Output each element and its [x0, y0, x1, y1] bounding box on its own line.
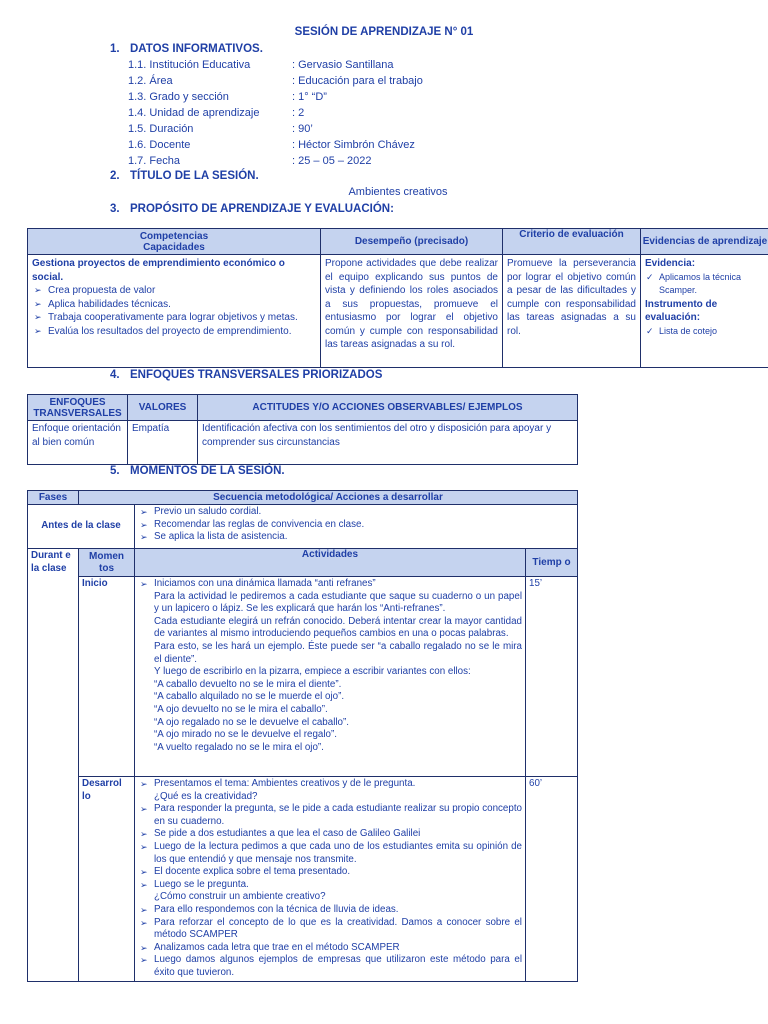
info-row — [128, 121, 423, 137]
info-value: : 1° “D” — [292, 91, 327, 103]
header-momentos: Momen tos — [79, 549, 135, 577]
list-item: ➢ Se aplica la lista de asistencia. — [138, 531, 574, 544]
info-label: 1.6. Docente — [128, 139, 191, 151]
header-criterio: Criterio de evaluación — [503, 229, 641, 255]
list-item: ➢ Para ello respondemos con la técnica de lluvia de ideas. — [138, 904, 522, 917]
info-value: : 25 – 05 – 2022 — [292, 155, 372, 167]
info-row — [128, 57, 423, 73]
info-label: 1.7. Fecha — [128, 155, 180, 167]
info-row — [128, 153, 423, 169]
momentos-table — [27, 490, 578, 982]
inicio-text — [138, 591, 522, 755]
info-label: 1.3. Grado y sección — [128, 91, 229, 103]
header-evidencias: Evidencias de aprendizaje — [641, 229, 768, 255]
instrumento-label: Instrumento de evaluación: — [645, 298, 718, 323]
info-value: : Héctor Simbrón Chávez — [292, 139, 415, 151]
list-item: ¿Cómo construir un ambiente creativo? — [154, 891, 326, 903]
info-value: : 2 — [292, 107, 305, 119]
list-item: ➢ Iniciamos con una dinámica llamada “anti refranes” — [138, 578, 522, 591]
header-actitudes: ACTITUDES Y/O ACCIONES OBSERVABLES/ EJEMPLOS — [198, 395, 578, 421]
header-valores: VALORES — [128, 395, 198, 421]
session-topic: Ambientes creativos — [348, 186, 448, 198]
section-4-heading — [110, 369, 382, 381]
info-value: : 90’ — [292, 123, 313, 135]
info-label: 1.5. Duración — [128, 123, 194, 135]
header-secuencia: Secuencia metodológica/ Acciones a desarrollar — [79, 491, 578, 505]
section-number: 5. — [110, 465, 120, 477]
inicio-list — [138, 578, 522, 591]
section-label: MOMENTOS DE LA SESIÓN. — [130, 465, 285, 477]
section-number: 3. — [110, 203, 120, 215]
section-1-heading — [110, 43, 263, 55]
header-desempeno: Desempeño (precisado) — [321, 229, 503, 255]
header-enfoques: ENFOQUES TRANSVERSALES — [28, 395, 128, 421]
list-item: ➢ Para reforzar el concepto de lo que es la creatividad. Damos a conocer sobre el método SCAMPER — [138, 917, 522, 942]
info-row — [128, 73, 423, 89]
info-label: 1.2. Área — [128, 75, 173, 87]
desempeno-cell: Propone actividades que debe realizar el equipo explicando sus puntos de vista y definiendo los roles asociados a sus propuestas, promueve el entusiasmo por lograr el objetivo común y cumple con responsabilidad las tareas asignadas a su rol. — [321, 255, 503, 368]
section-number: 1. — [110, 43, 120, 55]
info-value: : Gervasio Santillana — [292, 59, 394, 71]
list-item: ➢ Se pide a dos estudiantes a que lea el caso de Galileo Galilei — [138, 828, 522, 841]
session-title: SESIÓN DE APRENDIZAJE N° 01 — [294, 26, 474, 38]
header-tiempo: Tiemp o — [526, 549, 578, 577]
desarrollo-list — [138, 778, 522, 980]
section-label: ENFOQUES TRANSVERSALES PRIORIZADOS — [130, 369, 383, 381]
list-item: ➢ Evalúa los resultados del proyecto de emprendimiento. — [32, 325, 316, 339]
section-3-heading — [110, 203, 394, 215]
info-value: : Educación para el trabajo — [292, 75, 423, 87]
section-label: DATOS INFORMATIVOS. — [130, 43, 263, 55]
header-fases: Fases — [28, 491, 79, 505]
purpose-table — [27, 228, 768, 368]
list-item: ➢ Presentamos el tema: Ambientes creativos y de le pregunta. — [138, 778, 522, 791]
antes-label: Antes de la clase — [28, 505, 135, 549]
list-item: ✓ Aplicamos la técnica Scamper. — [645, 271, 765, 298]
desarrollo-label: Desarrol lo — [79, 777, 135, 982]
paragraph: “A ojo devuelto no se le mira el caballo”. — [154, 703, 328, 715]
evidencia-list — [645, 271, 765, 298]
antes-list — [138, 506, 574, 544]
list-item: ➢ Para responder la pregunta, se le pide a cada estudiante realizar su propio concepto en su cuaderno. — [138, 803, 522, 828]
inicio-time: 15’ — [526, 577, 578, 777]
list-item: ➢ El docente explica sobre el tema presentado. — [138, 866, 522, 879]
list-item: ➢ Crea propuesta de valor — [32, 284, 316, 298]
paragraph: “A ojo regalado no se le devuelve el caballo”. — [154, 716, 349, 728]
paragraph: Para la actividad le pediremos a cada estudiante que saque su cuaderno o un papel y un lapicero o lápiz. Se les explicará que harán los “Anti-refranes”. — [154, 590, 522, 615]
actitud-cell: Identificación afectiva con los sentimientos del otro y disposición para apoyar y comprender sus circunstancias — [198, 421, 578, 465]
header-actividades: Actividades — [135, 549, 526, 577]
paragraph: Cada estudiante elegirá un refrán conocido. Deberá intentar crear la mayor cantidad de variantes al mismo introduciendo pequeños cambios en una o pocas palabras. — [154, 615, 522, 640]
list-item: ➢ Luego damos algunos ejemplos de empresas que utilizaron este método para el éxito que tuvieron. — [138, 954, 522, 979]
list-item: ➢ Previo un saludo cordial. — [138, 506, 574, 519]
competencias-cell — [28, 255, 321, 368]
list-item: ➢ Aplica habilidades técnicas. — [32, 298, 316, 312]
criterio-cell: Promueve la perseverancia por lograr el objetivo común a pesar de las dificultades y cumple con responsabilidad las tareas asignadas a su rol. — [503, 255, 641, 368]
capacidades-list — [32, 284, 316, 338]
list-item: ➢ Analizamos cada letra que trae en el método SCAMPER — [138, 942, 522, 955]
info-list — [128, 57, 423, 169]
paragraph: “A vuelto regalado no se le mira el ojo”. — [154, 741, 324, 753]
header-text: Capacidades — [143, 241, 205, 253]
competencia-text: Gestiona proyectos de emprendimiento económico o social. — [32, 258, 285, 283]
list-item: ✓ Lista de cotejo — [645, 325, 765, 339]
valor-cell: Empatía — [128, 421, 198, 465]
inicio-label: Inicio — [79, 577, 135, 777]
info-row — [128, 105, 423, 121]
header-text: Competencias — [139, 230, 209, 242]
info-label: 1.4. Unidad de aprendizaje — [128, 107, 260, 119]
desarrollo-time: 60’ — [526, 777, 578, 982]
info-row — [128, 89, 423, 105]
section-label: TÍTULO DE LA SESIÓN. — [130, 170, 259, 182]
list-item: ➢ Trabaja cooperativamente para lograr objetivos y metas. — [32, 311, 316, 325]
paragraph: “A ojo mirado no se le devuelve el regalo”. — [154, 729, 337, 741]
durante-label: Durant e la clase — [28, 549, 79, 982]
paragraph: “A caballo alquilado no se le muerde el ojo”. — [154, 691, 345, 703]
list-item: ¿Qué es la creatividad? — [154, 790, 258, 802]
section-label: PROPÓSITO DE APRENDIZAJE Y EVALUACIÓN: — [130, 203, 394, 215]
header-competencias — [28, 229, 321, 255]
section-5-heading — [110, 465, 285, 477]
evidencia-label: Evidencia: — [645, 258, 696, 269]
paragraph: “A caballo devuelto no se le mira el diente”. — [154, 678, 342, 690]
section-number: 4. — [110, 369, 120, 381]
info-label: 1.1. Institución Educativa — [128, 59, 251, 71]
paragraph: Para esto, se les hará un ejemplo. Éste puede ser “a caballo regalado no se le mira el diente”. — [154, 640, 522, 665]
list-item: ➢ Luego de la lectura pedimos a que cada uno de los estudiantes emita su opinión de los que entendió y que mensaje nos transmite. — [138, 841, 522, 866]
desarrollo-cell — [135, 777, 526, 982]
evidencias-cell — [641, 255, 768, 368]
section-2-heading — [110, 170, 259, 182]
list-item: ➢ Luego se le pregunta. — [138, 879, 522, 892]
instrumento-list — [645, 325, 765, 339]
enfoques-table — [27, 394, 578, 465]
paragraph: Y luego de escribirlo en la pizarra, empiece a escribir variantes con ellos: — [154, 666, 471, 678]
list-item: ➢ Recomendar las reglas de convivencia en clase. — [138, 519, 574, 532]
inicio-cell — [135, 577, 526, 777]
enfoque-cell: Enfoque orientación al bien común — [28, 421, 128, 465]
info-row — [128, 137, 423, 153]
antes-cell — [135, 505, 578, 549]
section-number: 2. — [110, 170, 120, 182]
